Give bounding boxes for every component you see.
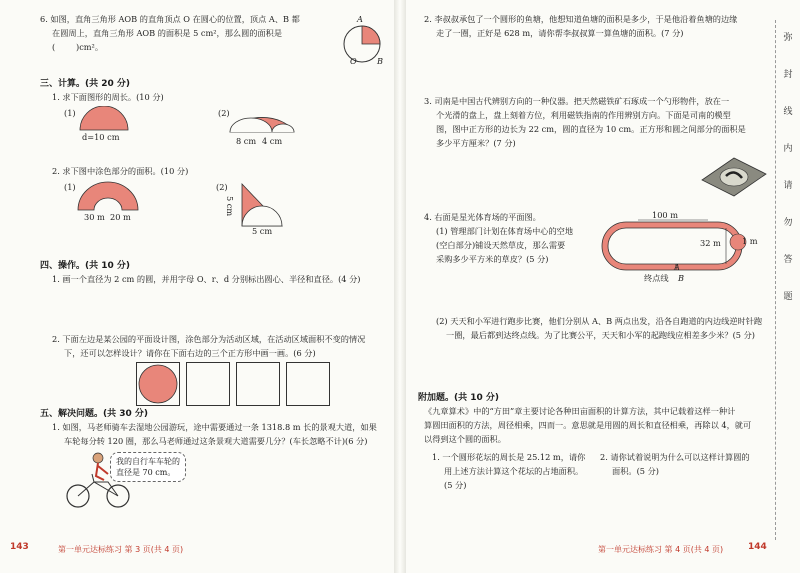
q6-text-2: 在圆周上，直角三角形 AOB 的面积是 5 cm²，那么圆的面积是 <box>52 28 283 38</box>
side-char: 线 <box>783 107 793 117</box>
extra-text-2: 算圆田面积的方法，周径相乘，四而一。意思就是用圆的周长和直径相乘，再除以 4，就可 <box>424 420 752 430</box>
sinan-compass-illustration <box>698 152 768 200</box>
side-char: 内 <box>783 144 793 154</box>
q2-fig1-label: (1) <box>64 182 76 192</box>
track-finish-label: 终点线 <box>644 273 669 283</box>
op2-text: 2. 下面左边是某公园的平面设计图，涂色部分为活动区域，在活动区域面积不变的情况 <box>52 334 366 344</box>
r-q4-2-text: (2) 天天和小军进行跑步比赛，他们分别从 A、B 两点出发，沿各自跑道的内边线逆时针跑 <box>436 316 763 326</box>
e2-text-2: 面积。(5 分) <box>612 466 659 476</box>
triangle-arc-figure <box>238 180 286 230</box>
seal-line <box>775 20 777 540</box>
q1-fig1-label: (1) <box>64 108 76 118</box>
label-O: O <box>350 56 357 66</box>
label-A: A <box>357 14 363 24</box>
track-dim-100m: 100 m <box>652 210 678 220</box>
side-char: 请 <box>783 181 793 191</box>
q1-fig2-label: (2) <box>218 108 230 118</box>
section-5-heading: 五、解决问题。(共 30 分) <box>40 409 149 419</box>
design-square-blank-1[interactable] <box>186 362 230 406</box>
speech-bubble <box>110 452 186 482</box>
section-3-heading: 三、计算。(共 20 分) <box>40 79 131 89</box>
design-square-sample <box>136 362 180 406</box>
track-dim-1m: 1 m <box>742 236 758 246</box>
extra-text-3: 以得到这个圆的面积。 <box>424 434 506 444</box>
footer-right: 第一单元达标练习 第 4 页(共 4 页) <box>598 545 724 554</box>
r-q4-1-text-2: (空白部分)铺设天然草皮，那么需要 <box>436 240 566 250</box>
side-char: 勿 <box>783 218 793 228</box>
e1-text-2: 用上述方法计算这个花坛的占地面积。 <box>444 466 584 476</box>
semicircle-figure <box>78 106 130 132</box>
book-spine <box>394 0 406 573</box>
track-dim-32m: 32 m <box>700 238 721 248</box>
q2-fig2-dim1: 5 cm <box>225 196 235 217</box>
track-point-B: B <box>678 273 685 283</box>
q1-fig1-dim: d=10 cm <box>82 132 120 142</box>
side-char: 弥 <box>783 33 793 43</box>
r-q3-text-2: 个光滑的盘上，盘上刻着方位，利用磁铁指南的作用辨别方向。下面是司南的模型 <box>436 110 731 120</box>
q2-fig1-dim: 30 m 20 m <box>84 212 131 222</box>
side-char: 答 <box>783 255 793 265</box>
r-q3-text: 3. 司南是中国古代辨别方向的一种仪器。把天然磁铁矿石琢成一个勺形物件，放在一 <box>424 96 730 106</box>
circle-triangle-figure <box>340 22 392 70</box>
q2-fig2-label: (2) <box>216 182 228 192</box>
section-4-heading: 四、操作。(共 10 分) <box>40 261 131 271</box>
r-q3-text-3: 图，图中正方形的边长为 22 cm，圆的直径为 10 cm。正方形和圆之间部分的面积是 <box>436 124 746 134</box>
r-q4-1-text: (1) 管理部门计划在体育场中心的空地 <box>436 226 574 236</box>
page-number-right: 144 <box>748 542 767 552</box>
r-q4-2-text-2: 一圈，最后都到达终点线。为了比赛公平，天天和小军的起跑线应相差多少米？(5 分) <box>446 330 755 340</box>
r-q2-text-2: 走了一圈，正好是 628 m，请你帮李叔叔算一算鱼塘的面积。(7 分) <box>436 28 684 38</box>
footer-left: 第一单元达标练习 第 3 页(共 4 页) <box>58 545 184 554</box>
q6-text-3: ( )cm²。 <box>52 42 104 52</box>
extra-text: 《九章算术》中的“方田”章主要讨论各种田亩面积的计算方法，其中记载着这样一种计 <box>424 406 736 416</box>
r-q4-text: 4. 右面是星光体育场的平面图。 <box>424 212 541 222</box>
seal-line-text <box>781 30 795 326</box>
sol1-text: 1. 如图，马老师骑车去湿地公园游玩，途中需要通过一条 1318.8 m 长的景观大道，如果 <box>52 422 377 432</box>
e1-text-3: (5 分) <box>444 480 467 490</box>
q6-text: 6. 如图，直角三角形 AOB 的直角顶点 O 在圆心的位置，顶点 A、B 都 <box>40 14 300 24</box>
bubble-line-1: 我的自行车车轮的 <box>116 457 180 466</box>
side-char: 封 <box>783 70 793 80</box>
bubble-line-2: 直径是 70 cm。 <box>116 468 176 477</box>
side-char: 题 <box>783 292 793 302</box>
q1-fig2-dim2: 4 cm <box>262 136 283 146</box>
op1-text: 1. 画一个直径为 2 cm 的圆，并用字母 O、r、d 分别标出圆心、半径和直径。(4 分) <box>52 274 361 284</box>
q1-text: 1. 求下面图形的周长。(10 分) <box>52 92 164 102</box>
design-square-blank-3[interactable] <box>286 362 330 406</box>
e1-text: 1. 一个圆形花坛的周长是 25.12 m，请你 <box>432 452 586 462</box>
q2-text: 2. 求下图中涂色部分的面积。(10 分) <box>52 166 189 176</box>
r-q4-1-text-3: 采购多少平方米的草皮？(5 分) <box>436 254 549 264</box>
track-point-A: A <box>674 262 680 272</box>
q2-fig2-dim2: 5 cm <box>252 226 273 236</box>
r-q3-text-4: 多少平方厘米？(7 分) <box>436 138 516 148</box>
extra-heading: 附加题。(共 10 分) <box>418 393 500 403</box>
e2-text: 2. 请你试着说明为什么可以这样计算圆的 <box>600 452 750 462</box>
page-number-left: 143 <box>10 542 29 552</box>
op2-text-2: 下，还可以怎样设计？请你在下面右边的三个正方形中画一画。(6 分) <box>64 348 316 358</box>
q1-fig2-dim1: 8 cm <box>236 136 257 146</box>
r-q2-text: 2. 李叔叔承包了一个圆形的鱼塘，他想知道鱼塘的面积是多少，于是他沿着鱼塘的边缘 <box>424 14 738 24</box>
compound-semicircle-figure <box>226 104 298 136</box>
sol1-text-2: 车轮每分转 120 圈，那么马老师通过这条景观大道需要几分？(车长忽略不计)(6 分) <box>64 436 368 446</box>
design-square-blank-2[interactable] <box>236 362 280 406</box>
label-B: B <box>377 56 384 66</box>
ring-semicircle-figure <box>76 180 140 214</box>
